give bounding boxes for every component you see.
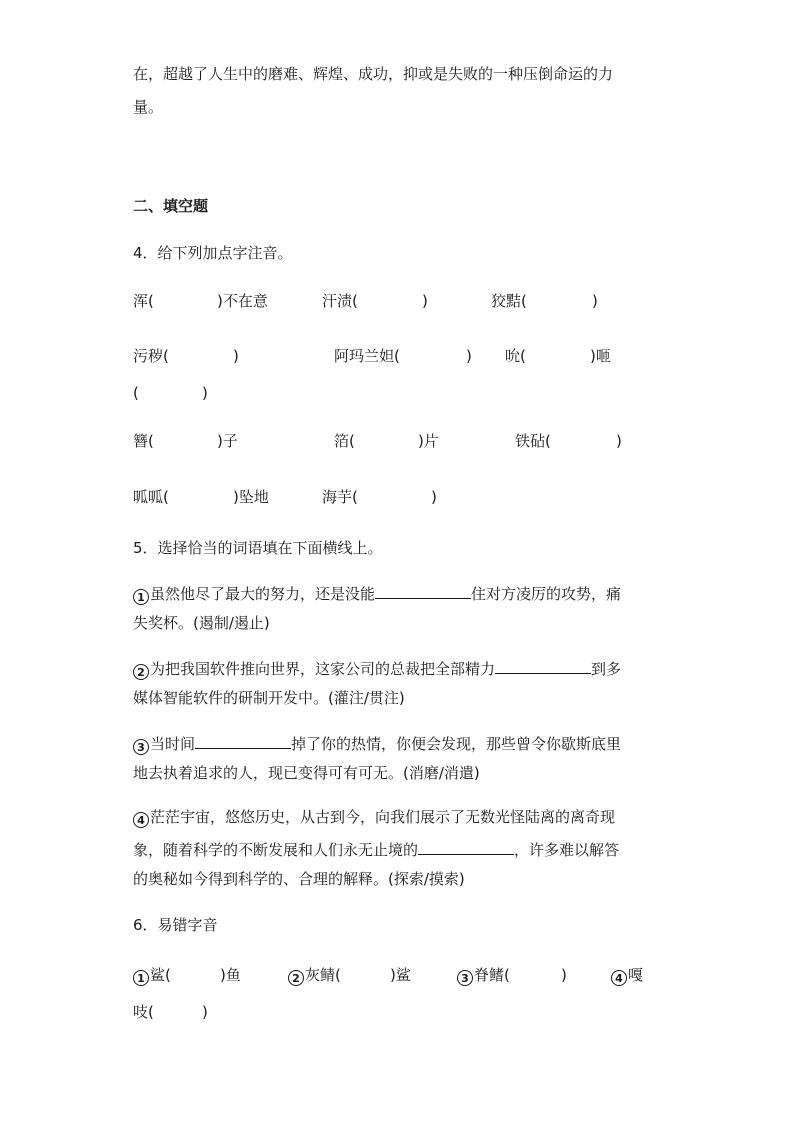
q4-r4-b: 箔( [334,432,355,450]
q4-r5-b: 海芋( [322,488,358,506]
q4-r3-a: ( [133,384,139,402]
q4-r4-a2: )子 [217,432,238,450]
q4-r1-a: 浑( [133,292,154,310]
q6-prompt: 6．易错字音 [133,916,218,934]
q4-r3-a2: ) [202,384,208,402]
circled-number: 2 [288,970,304,986]
q6-3-a: 脊鳍( [474,966,510,984]
answer-blank[interactable] [495,657,591,674]
q5-2-text-b: 到多 [591,660,622,678]
q6-4-a: 嘎 [628,966,644,984]
section-title: 二、填空题 [133,197,209,215]
q6-2-a: 灰鲭( [305,966,341,984]
circled-number: 1 [133,970,149,986]
q6-3-b: ) [561,966,567,984]
q5-4-text-a: 茫茫宇宙，悠悠历史，从古到今，向我们展示了无数光怪陆离的离奇现 [150,808,616,826]
q4-r2-b2: ) [466,347,472,365]
q4-r2-a2: ) [233,347,239,365]
q5-1-line-2: 失奖杯。(遏制/遏止) [133,614,270,632]
answer-blank[interactable] [375,582,471,599]
q5-3-text-b: 掉了你的热情，你便会发现，那些曾令你歇斯底里 [291,735,622,753]
q5-4-line-3: 的奥秘如今得到科学的、合理的解释。(探索/摸索) [133,870,465,888]
q4-r2-a: 污秽( [133,347,169,365]
q4-r1-c: 狡黠( [491,292,527,310]
circled-number: 2 [133,664,149,680]
q6-tail-a: 吱( [133,1003,154,1021]
q4-r2-c2: )咂 [590,347,611,365]
q4-r4-b2: )片 [418,432,439,450]
q4-r2-c: 吮( [505,347,526,365]
q5-4-text-c: ，许多难以解答 [514,841,620,859]
q4-r4-a: 簪( [133,432,154,450]
q6-1-b: )鱼 [220,966,241,984]
q5-prompt: 5．选择恰当的词语填在下面横线上。 [133,539,383,557]
q4-r1-a2: )不在意 [217,292,268,310]
q5-4-text-b: 象，随着科学的不断发展和人们永无止境的 [133,841,419,859]
circled-number: 4 [133,812,149,828]
q4-r5-a: 呱呱( [133,488,169,506]
q4-r5-b2: ) [431,488,437,506]
q4-r4-c2: ) [616,432,622,450]
q6-1-a: 鲨( [150,966,171,984]
circled-number: 3 [457,970,473,986]
circled-number: 4 [611,970,627,986]
q6-tail-b: ) [202,1003,208,1021]
q5-1-text-b: 住对方凌厉的攻势，痛 [471,585,622,603]
q4-r1-b: 汗渍( [322,292,358,310]
intro-line-1: 在，超越了人生中的磨难、辉煌、成功，抑或是失败的一种压倒命运的力 [133,65,614,83]
circled-number: 1 [133,589,149,605]
circled-number: 3 [133,739,149,755]
q4-r2-b: 阿玛兰妲( [334,347,400,365]
q5-3-text-a: 当时间 [150,735,196,753]
answer-blank[interactable] [418,838,514,855]
q4-r4-c: 铁砧( [515,432,551,450]
q4-prompt: 4．给下列加点字注音。 [133,244,293,262]
answer-blank[interactable] [195,732,291,749]
intro-line-2: 量。 [133,98,164,116]
q4-r1-c2: ) [592,292,598,310]
q5-2-text-a: 为把我国软件推向世界，这家公司的总裁把全部精力 [150,660,496,678]
q6-2-b: )鲨 [390,966,411,984]
q5-3-line-2: 地去执着追求的人，现已变得可有可无。(消磨/消遣) [133,764,480,782]
q4-r1-b2: ) [422,292,428,310]
q4-r5-a2: )坠地 [233,488,269,506]
q5-1-text-a: 虽然他尽了最大的努力，还是没能 [150,585,376,603]
q5-2-line-2: 媒体智能软件的研制开发中。(灌注/贯注) [133,689,405,707]
